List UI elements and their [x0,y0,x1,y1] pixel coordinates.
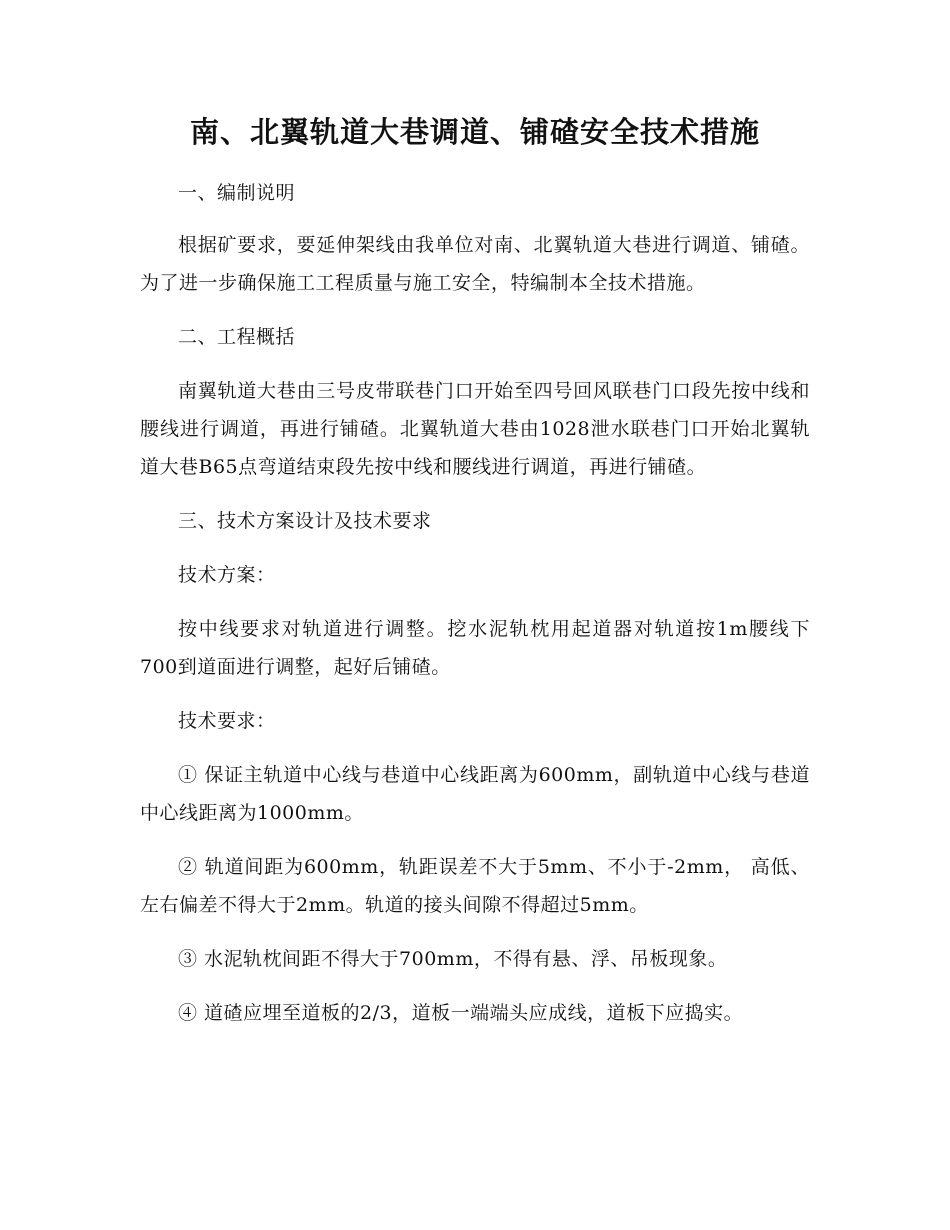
requirement-item-2: ② 轨道间距为600mm，轨距误差不大于5mm、不小于-2mm， 高低、左右偏差不得大于2mm。轨道的接头间隙不得超过5mm。 [140,856,810,916]
subheading-technical-plan: 技术方案： [178,564,276,586]
document-title: 南、北翼轨道大巷调道、铺碴安全技术措施 [189,115,760,149]
requirement-item-4: ④ 道碴应埋至道板的2/3，道板一端端头应成线，道板下应捣实。 [178,1002,744,1024]
section-heading-technical: 三、技术方案设计及技术要求 [178,510,432,532]
document-page [140,110,810,1048]
paragraph-compilation: 根据矿要求，要延伸架线由我单位对南、北翼轨道大巷进行调道、铺碴。为了进一步确保施工工程质量与施工安全，特编制本全技术措施。 [140,234,810,294]
section-heading-overview: 二、工程概括 [178,326,296,348]
subheading-technical-requirements: 技术要求： [178,710,276,732]
section-heading-compilation: 一、编制说明 [178,182,296,204]
paragraph-overview: 南翼轨道大巷由三号皮带联巷门口开始至四号回风联巷门口段先按中线和腰线进行调道，再进行铺碴。北翼轨道大巷由1028泄水联巷门口开始北翼轨道大巷B65点弯道结束段先按中线和腰线进行调道，再进行铺碴。 [140,380,810,478]
paragraph-technical-plan: 按中线要求对轨道进行调整。挖水泥轨枕用起道器对轨道按1m腰线下700到道面进行调整，起好后铺碴。 [140,618,810,678]
requirement-item-3: ③ 水泥轨枕间距不得大于700mm，不得有悬、浮、吊板现象。 [178,948,728,970]
requirement-item-1: ① 保证主轨道中心线与巷道中心线距离为600mm，副轨道中心线与巷道中心线距离为1000mm。 [140,764,810,824]
